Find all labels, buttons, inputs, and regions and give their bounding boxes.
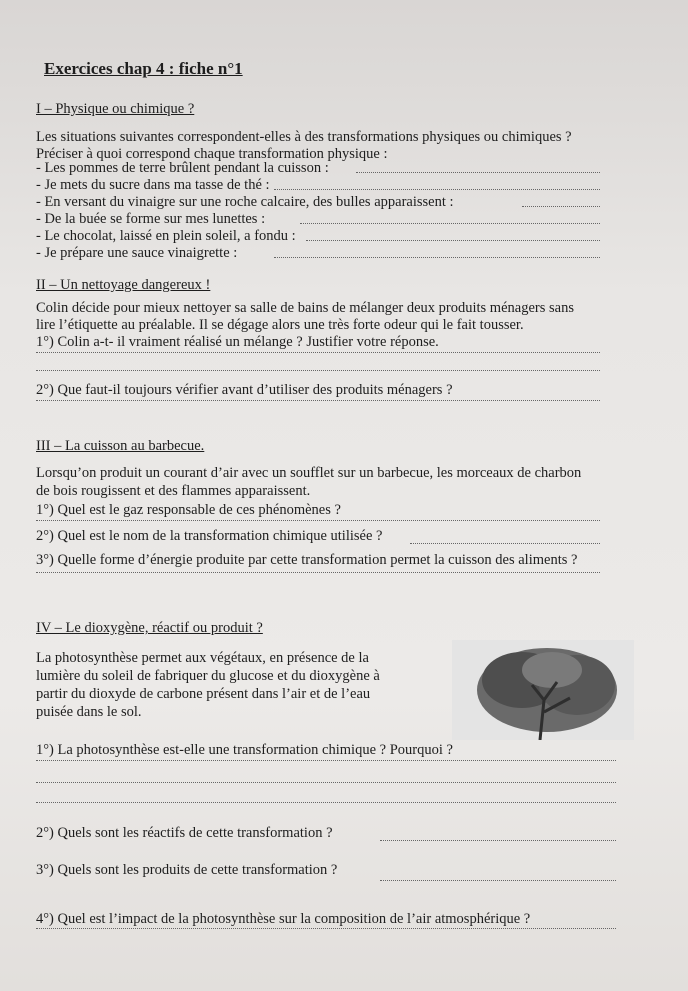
section-3-text-line-2: de bois rougissent et des flammes apparaissent. bbox=[36, 483, 311, 499]
page-title: Exercices chap 4 : fiche n°1 bbox=[44, 59, 243, 78]
tree-photo bbox=[452, 640, 634, 740]
answer-line[interactable] bbox=[36, 782, 616, 783]
answer-line[interactable] bbox=[36, 802, 616, 803]
question-4-4: 4°) Quel est l’impact de la photosynthèse sur la composition de l’air atmosphérique ? bbox=[36, 911, 531, 927]
answer-line[interactable] bbox=[36, 760, 616, 761]
section-4-text-line-3: partir du dioxyde de carbone présent dans l’air et de l’eau bbox=[36, 686, 371, 702]
section-4-text-line-2: lumière du soleil de fabriquer du glucose et du dioxygène à bbox=[36, 668, 380, 684]
section-3-text-line-1: Lorsqu’on produit un courant d’air avec un soufflet sur un barbecue, les morceaux de charbon bbox=[36, 465, 582, 481]
situation-item: - Le chocolat, laissé en plein soleil, a fondu : bbox=[36, 228, 296, 244]
section-4-text-line-1: La photosynthèse permet aux végétaux, en présence de la bbox=[36, 650, 369, 666]
section-1-intro-line-1: Les situations suivantes correspondent-elles à des transformations physiques ou chimiques ? bbox=[36, 129, 572, 145]
section-2-text-line-1: Colin décide pour mieux nettoyer sa salle de bains de mélanger deux produits ménagers sans bbox=[36, 300, 574, 316]
situation-item: - De la buée se forme sur mes lunettes : bbox=[36, 211, 266, 227]
section-2-heading: II – Un nettoyage dangereux ! bbox=[36, 277, 211, 293]
answer-line[interactable] bbox=[36, 520, 600, 521]
situation-item: - Je mets du sucre dans ma tasse de thé : bbox=[36, 177, 270, 193]
answer-line[interactable] bbox=[522, 206, 600, 207]
answer-line[interactable] bbox=[274, 189, 600, 190]
answer-line[interactable] bbox=[300, 223, 600, 224]
answer-line[interactable] bbox=[274, 257, 600, 258]
answer-line[interactable] bbox=[36, 572, 600, 573]
question-2-2: 2°) Que faut-il toujours vérifier avant d’utiliser des produits ménagers ? bbox=[36, 382, 453, 398]
question-4-2: 2°) Quels sont les réactifs de cette transformation ? bbox=[36, 825, 333, 841]
section-1-intro-line-2: Préciser à quoi correspond chaque transformation physique : bbox=[36, 146, 388, 162]
answer-line[interactable] bbox=[306, 240, 600, 241]
answer-line[interactable] bbox=[36, 352, 600, 353]
question-3-2: 2°) Quel est le nom de la transformation chimique utilisée ? bbox=[36, 528, 383, 544]
tree-icon bbox=[452, 640, 634, 740]
answer-line[interactable] bbox=[36, 370, 600, 371]
situation-item: - Je prépare une sauce vinaigrette : bbox=[36, 245, 238, 261]
answer-line[interactable] bbox=[410, 543, 600, 544]
question-4-1: 1°) La photosynthèse est-elle une transformation chimique ? Pourquoi ? bbox=[36, 742, 453, 758]
question-3-1: 1°) Quel est le gaz responsable de ces phénomènes ? bbox=[36, 502, 341, 518]
section-4-heading: IV – Le dioxygène, réactif ou produit ? bbox=[36, 620, 263, 636]
question-3-3: 3°) Quelle forme d’énergie produite par cette transformation permet la cuisson des aliments ? bbox=[36, 552, 578, 568]
question-4-3: 3°) Quels sont les produits de cette transformation ? bbox=[36, 862, 338, 878]
question-2-1: 1°) Colin a-t- il vraiment réalisé un mélange ? Justifier votre réponse. bbox=[36, 334, 439, 350]
section-3-heading: III – La cuisson au barbecue. bbox=[36, 438, 205, 454]
answer-line[interactable] bbox=[356, 172, 600, 173]
answer-line[interactable] bbox=[36, 928, 616, 929]
answer-line[interactable] bbox=[36, 400, 600, 401]
section-4-text-line-4: puisée dans le sol. bbox=[36, 704, 142, 720]
answer-line[interactable] bbox=[380, 880, 616, 881]
situation-item: - Les pommes de terre brûlent pendant la cuisson : bbox=[36, 160, 329, 176]
section-1-heading: I – Physique ou chimique ? bbox=[36, 101, 195, 117]
situation-item: - En versant du vinaigre sur une roche calcaire, des bulles apparaissent : bbox=[36, 194, 454, 210]
section-2-text-line-2: lire l’étiquette au préalable. Il se dégage alors une très forte odeur qui le fait tousser. bbox=[36, 317, 524, 333]
answer-line[interactable] bbox=[380, 840, 616, 841]
